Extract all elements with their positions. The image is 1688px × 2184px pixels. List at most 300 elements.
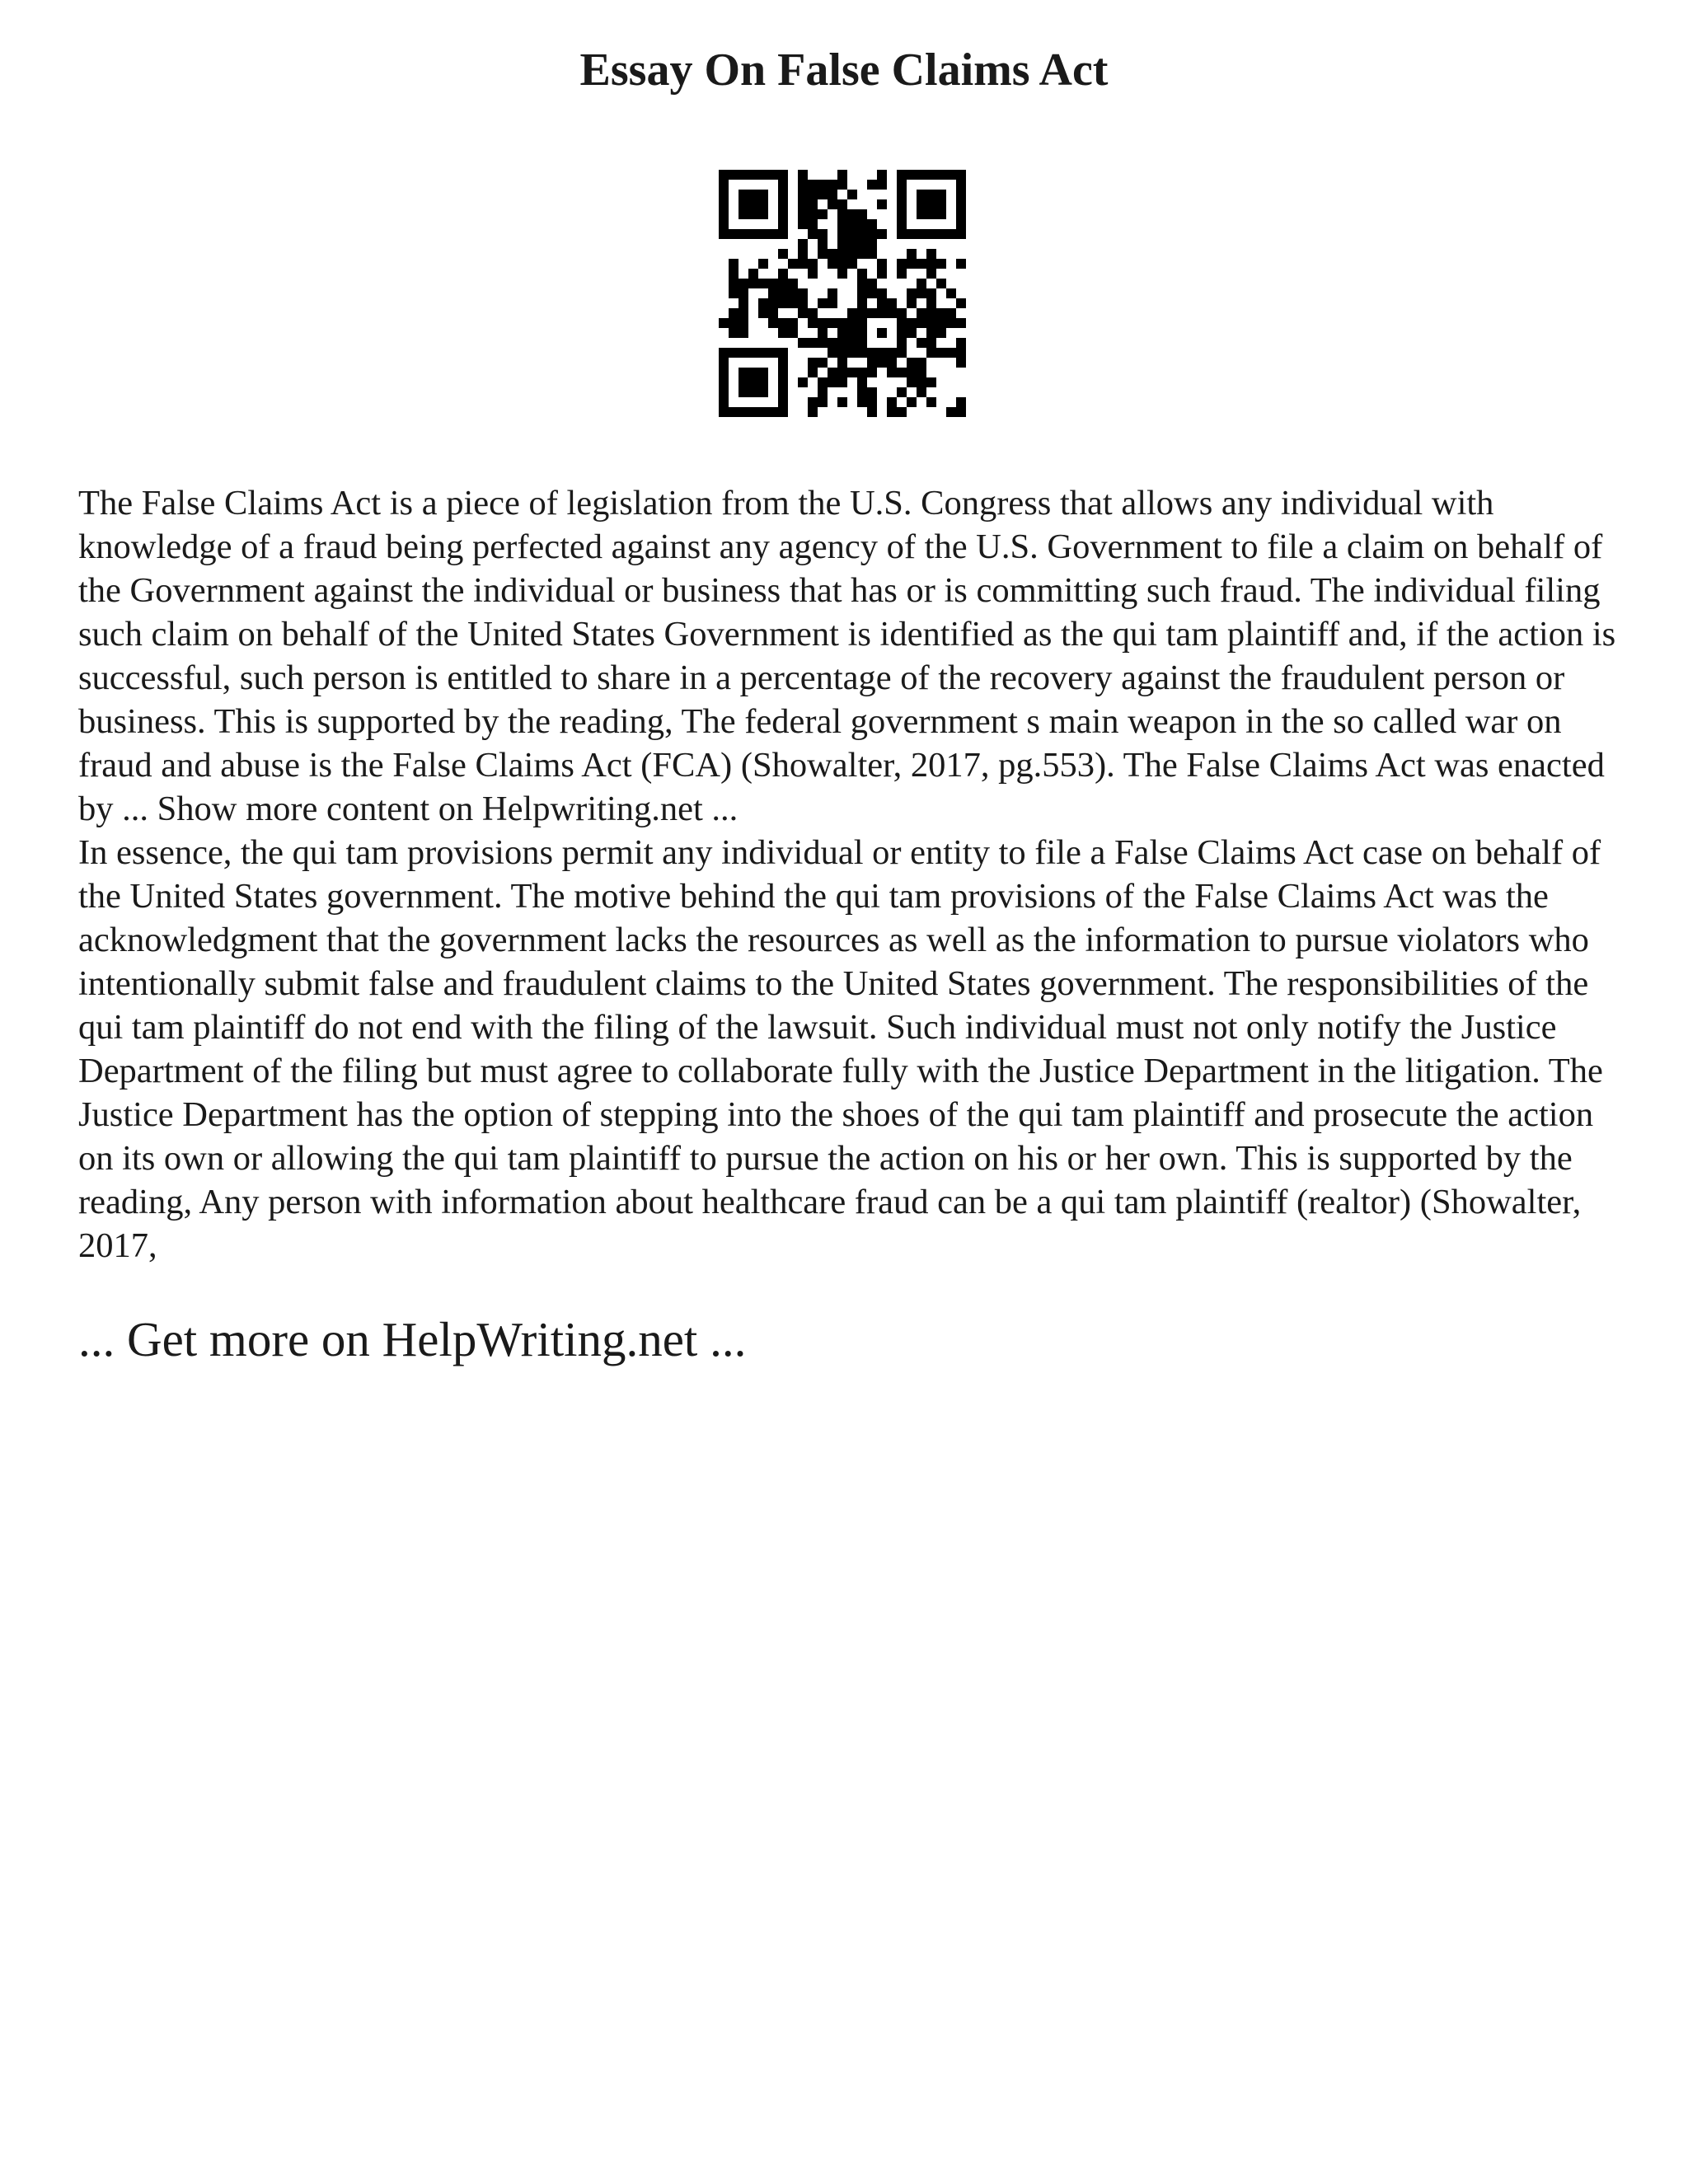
qr-module — [748, 407, 758, 417]
qr-module — [798, 190, 808, 199]
qr-module — [758, 298, 768, 308]
qr-module — [956, 259, 966, 269]
qr-module — [917, 358, 926, 368]
qr-module — [778, 288, 788, 298]
qr-module — [828, 298, 837, 308]
qr-module — [897, 269, 907, 279]
qr-module — [719, 199, 729, 209]
qr-module — [768, 318, 778, 328]
qr-module — [926, 397, 936, 407]
qr-module — [907, 328, 917, 338]
qr-module — [907, 377, 917, 387]
qr-module — [788, 328, 798, 338]
qr-module — [719, 397, 729, 407]
qr-module — [956, 209, 966, 219]
qr-module — [897, 318, 907, 328]
qr-module — [897, 348, 907, 358]
qr-module — [917, 368, 926, 377]
qr-module — [847, 229, 857, 239]
qr-module — [897, 229, 907, 239]
qr-module — [719, 219, 729, 229]
qr-module — [926, 170, 936, 180]
qr-module — [738, 288, 748, 298]
qr-module — [828, 259, 837, 269]
qr-module — [729, 170, 738, 180]
qr-module — [778, 279, 788, 288]
qr-module — [877, 229, 887, 239]
qr-module — [808, 358, 818, 368]
qr-module — [808, 269, 818, 279]
qr-module — [768, 279, 778, 288]
qr-module — [719, 229, 729, 239]
qr-module — [877, 180, 887, 190]
qr-module — [837, 397, 847, 407]
qr-module — [897, 368, 907, 377]
qr-module — [748, 377, 758, 387]
qr-module — [956, 397, 966, 407]
qr-module — [729, 288, 738, 298]
qr-module — [887, 348, 897, 358]
qr-module — [798, 199, 808, 209]
qr-module — [778, 199, 788, 209]
qr-module — [926, 298, 936, 308]
qr-module — [936, 318, 946, 328]
qr-module — [798, 249, 808, 259]
qr-module — [758, 368, 768, 377]
qr-module — [917, 377, 926, 387]
qr-module — [917, 308, 926, 318]
qr-module — [936, 279, 946, 288]
qr-module — [719, 180, 729, 190]
qr-module — [857, 308, 867, 318]
qr-module — [837, 170, 847, 180]
qr-module — [798, 239, 808, 249]
qr-module — [778, 377, 788, 387]
qr-module — [926, 318, 936, 328]
qr-module — [758, 229, 768, 239]
qr-module — [917, 190, 926, 199]
qr-module — [917, 387, 926, 397]
qr-module — [907, 288, 917, 298]
qr-module — [926, 259, 936, 269]
qr-module — [738, 387, 748, 397]
paragraph-1: The False Claims Act is a piece of legislation from the U.S. Congress that allows any individual with knowledge of a fraud being perfected against any agency of the U.S. Government to file a claim on behalf of the Government against the individual or business that has or is committing such fraud. The individual filing such claim on behalf of the United States Government is identified as the qui tam plaintiff and, if the action is successful, such person is entitled to share in a percentage of the recovery against the fraudulent person or business. This is supported by the reading, The federal government s main weapon in the so called war on fraud and abuse is the False Claims Act (FCA) (Showalter, 2017, pg.553). The False Claims Act was enacted by ... Show more content on Helpwriting.net ... — [78, 484, 1616, 828]
qr-module — [877, 348, 887, 358]
qr-module — [897, 308, 907, 318]
qr-module — [936, 328, 946, 338]
qr-module — [867, 219, 877, 229]
qr-module — [837, 180, 847, 190]
qr-module — [847, 249, 857, 259]
qr-module — [719, 190, 729, 199]
qr-module — [956, 348, 966, 358]
qr-module — [778, 368, 788, 377]
qr-module — [926, 348, 936, 358]
qr-module — [837, 209, 847, 219]
qr-module — [857, 209, 867, 219]
qr-module — [818, 358, 828, 368]
qr-module — [738, 229, 748, 239]
qr-module — [907, 249, 917, 259]
qr-module — [778, 180, 788, 190]
qr-module — [719, 170, 729, 180]
qr-module — [867, 348, 877, 358]
qr-module — [897, 180, 907, 190]
qr-module — [847, 219, 857, 229]
qr-module — [936, 348, 946, 358]
qr-module — [738, 308, 748, 318]
qr-module — [818, 190, 828, 199]
qr-module — [907, 259, 917, 269]
qr-module — [926, 199, 936, 209]
qr-module — [897, 387, 907, 397]
qr-module — [738, 328, 748, 338]
qr-module — [917, 338, 926, 348]
qr-module — [818, 387, 828, 397]
qr-module — [798, 259, 808, 269]
qr-module — [738, 348, 748, 358]
qr-code-icon — [719, 170, 966, 417]
qr-module — [926, 190, 936, 199]
qr-module — [837, 318, 847, 328]
qr-module — [729, 407, 738, 417]
qr-module — [837, 348, 847, 358]
qr-module — [877, 259, 887, 269]
qr-module — [877, 298, 887, 308]
qr-module — [798, 219, 808, 229]
qr-module — [818, 298, 828, 308]
qr-module — [887, 308, 897, 318]
qr-module — [867, 180, 877, 190]
qr-module — [837, 249, 847, 259]
qr-module — [828, 377, 837, 387]
qr-module — [877, 328, 887, 338]
qr-module — [837, 219, 847, 229]
qr-module — [837, 377, 847, 387]
qr-module — [857, 397, 867, 407]
qr-module — [798, 180, 808, 190]
qr-module — [778, 269, 788, 279]
qr-module — [719, 348, 729, 358]
qr-module — [917, 318, 926, 328]
qr-module — [857, 348, 867, 358]
qr-module — [738, 318, 748, 328]
qr-module — [946, 288, 956, 298]
qr-module — [936, 229, 946, 239]
qr-module — [748, 348, 758, 358]
qr-module — [956, 170, 966, 180]
qr-module — [897, 209, 907, 219]
qr-module — [748, 279, 758, 288]
get-more-link[interactable]: ... Get more on HelpWriting.net ... — [78, 1312, 747, 1366]
qr-module — [758, 259, 768, 269]
qr-module — [926, 249, 936, 259]
qr-module — [956, 338, 966, 348]
qr-module — [719, 407, 729, 417]
qr-module — [768, 229, 778, 239]
qr-module — [897, 338, 907, 348]
qr-module — [808, 229, 818, 239]
qr-module — [897, 259, 907, 269]
qr-module — [867, 249, 877, 259]
qr-module — [828, 199, 837, 209]
qr-module — [798, 209, 808, 219]
qr-module — [719, 318, 729, 328]
qr-module — [788, 279, 798, 288]
qr-module — [837, 259, 847, 269]
qr-module — [956, 318, 966, 328]
qr-module — [867, 368, 877, 377]
qr-module — [798, 308, 808, 318]
qr-module — [926, 338, 936, 348]
qr-module — [778, 348, 788, 358]
qr-module — [946, 348, 956, 358]
qr-module — [956, 180, 966, 190]
qr-module — [897, 199, 907, 209]
qr-module — [798, 170, 808, 180]
qr-module — [897, 219, 907, 229]
qr-module — [758, 407, 768, 417]
qr-module — [719, 387, 729, 397]
qr-module — [867, 407, 877, 417]
qr-module — [768, 170, 778, 180]
qr-module — [818, 229, 828, 239]
qr-module — [926, 288, 936, 298]
qr-module — [867, 229, 877, 239]
qr-module — [907, 229, 917, 239]
qr-module — [729, 328, 738, 338]
qr-module — [828, 338, 837, 348]
qr-module — [897, 170, 907, 180]
qr-module — [818, 239, 828, 249]
qr-module — [847, 190, 857, 199]
qr-module — [748, 269, 758, 279]
qr-module — [847, 328, 857, 338]
qr-module — [926, 229, 936, 239]
qr-module — [857, 219, 867, 229]
qr-module — [798, 377, 808, 387]
qr-module — [758, 199, 768, 209]
qr-module — [798, 288, 808, 298]
qr-module — [758, 170, 768, 180]
qr-module — [729, 279, 738, 288]
qr-module — [926, 377, 936, 387]
qr-module — [926, 308, 936, 318]
qr-module — [877, 170, 887, 180]
qr-module — [857, 229, 867, 239]
qr-module — [867, 387, 877, 397]
qr-module — [758, 190, 768, 199]
qr-module — [907, 170, 917, 180]
qr-module — [818, 180, 828, 190]
qr-module — [847, 209, 857, 219]
qr-module — [936, 199, 946, 209]
qr-module — [748, 387, 758, 397]
qr-module — [847, 368, 857, 377]
qr-module — [758, 348, 768, 358]
qr-module — [729, 259, 738, 269]
qr-module — [857, 368, 867, 377]
qr-module — [956, 358, 966, 368]
qr-module — [818, 397, 828, 407]
qr-module — [857, 298, 867, 308]
qr-module — [857, 249, 867, 259]
qr-module — [738, 407, 748, 417]
qr-module — [907, 318, 917, 328]
qr-module — [857, 387, 867, 397]
qr-module — [936, 259, 946, 269]
qr-module — [956, 407, 966, 417]
qr-module — [828, 348, 837, 358]
qr-module — [907, 368, 917, 377]
qr-module — [778, 170, 788, 180]
qr-module — [778, 190, 788, 199]
qr-module — [808, 397, 818, 407]
qr-module — [748, 209, 758, 219]
qr-module — [778, 387, 788, 397]
qr-module — [788, 318, 798, 328]
qr-module — [887, 407, 897, 417]
qr-module — [808, 407, 818, 417]
qr-module — [877, 358, 887, 368]
qr-module — [926, 269, 936, 279]
qr-module — [867, 397, 877, 407]
qr-module — [847, 338, 857, 348]
qr-module — [917, 279, 926, 288]
qr-module — [926, 328, 936, 338]
qr-module — [847, 259, 857, 269]
qr-module — [956, 199, 966, 209]
qr-module — [778, 397, 788, 407]
qr-module — [956, 298, 966, 308]
qr-module — [867, 288, 877, 298]
qr-module — [738, 377, 748, 387]
qr-module — [828, 180, 837, 190]
qr-module — [837, 269, 847, 279]
qr-module — [887, 397, 897, 407]
qr-module — [788, 259, 798, 269]
qr-module — [936, 190, 946, 199]
qr-module — [847, 318, 857, 328]
qr-module — [778, 328, 788, 338]
qr-module — [877, 308, 887, 318]
paragraph-2: In essence, the qui tam provisions permit any individual or entity to file a False Claims Act case on behalf of the United States government. The motive behind the qui tam provisions of the False Claims Act was the acknowledgment that the government lacks the resources as well as the information to pursue violators who intentionally submit false and fraudulent claims to the United States government. The responsibilities of the qui tam plaintiff do not end with the filing of the lawsuit. Such individual must not only notify the Justice Department of the filing but must agree to collaborate fully with the Justice Department in the litigation. The Justice Department has the option of stepping into the shoes of the qui tam plaintiff and prosecute the action on its own or allowing the qui tam plaintiff to pursue the action on his or her own. This is supported by the reading, Any person with information about healthcare fraud can be a qui tam plaintiff (realtor) (Showalter, 2017, — [78, 833, 1603, 1265]
qr-module — [758, 377, 768, 387]
qr-module — [719, 358, 729, 368]
qr-module — [738, 279, 748, 288]
qr-module — [758, 279, 768, 288]
qr-module — [808, 199, 818, 209]
qr-module — [729, 269, 738, 279]
qr-module — [808, 180, 818, 190]
qr-module — [818, 249, 828, 259]
qr-module — [778, 229, 788, 239]
qr-module — [857, 377, 867, 387]
qr-module — [926, 209, 936, 219]
qr-module — [857, 239, 867, 249]
qr-module — [808, 368, 818, 377]
qr-module — [877, 288, 887, 298]
qr-module — [778, 298, 788, 308]
qr-module — [758, 387, 768, 397]
qr-module — [917, 229, 926, 239]
qr-module — [719, 368, 729, 377]
qr-module — [917, 288, 926, 298]
qr-module — [768, 308, 778, 318]
qr-module — [857, 288, 867, 298]
qr-module — [956, 229, 966, 239]
qr-module — [808, 219, 818, 229]
qr-module — [768, 298, 778, 308]
qr-module — [946, 170, 956, 180]
qr-module — [818, 318, 828, 328]
qr-module — [738, 170, 748, 180]
qr-module — [867, 279, 877, 288]
qr-module — [828, 190, 837, 199]
qr-module — [748, 368, 758, 377]
qr-module — [738, 209, 748, 219]
qr-module — [857, 279, 867, 288]
qr-module — [729, 229, 738, 239]
qr-module — [768, 288, 778, 298]
qr-module — [847, 239, 857, 249]
qr-module — [808, 259, 818, 269]
qr-module — [808, 338, 818, 348]
qr-module — [758, 308, 768, 318]
qr-module — [778, 358, 788, 368]
page-title: Essay On False Claims Act — [579, 45, 1109, 96]
qr-module — [956, 219, 966, 229]
essay-body — [78, 481, 1620, 1268]
qr-module — [936, 209, 946, 219]
qr-module — [729, 308, 738, 318]
qr-module — [748, 199, 758, 209]
qr-module — [808, 308, 818, 318]
qr-module — [719, 377, 729, 387]
qr-module — [748, 170, 758, 180]
qr-module — [828, 318, 837, 328]
qr-module — [917, 209, 926, 219]
qr-module — [837, 368, 847, 377]
qr-module — [907, 298, 917, 308]
qr-module — [867, 308, 877, 318]
qr-module — [738, 368, 748, 377]
qr-module — [936, 170, 946, 180]
qr-module — [936, 308, 946, 318]
qr-module — [778, 209, 788, 219]
qr-module — [788, 288, 798, 298]
qr-module — [768, 407, 778, 417]
qr-module — [857, 328, 867, 338]
qr-module — [808, 209, 818, 219]
qr-module — [917, 170, 926, 180]
qr-module — [758, 209, 768, 219]
qr-module — [828, 368, 837, 377]
qr-module — [798, 298, 808, 308]
qr-module — [887, 298, 897, 308]
qr-module — [729, 318, 738, 328]
qr-module — [828, 288, 837, 298]
qr-module — [946, 229, 956, 239]
qr-module — [837, 338, 847, 348]
qr-module — [956, 190, 966, 199]
qr-module — [738, 190, 748, 199]
qr-module — [837, 229, 847, 239]
qr-module — [946, 407, 956, 417]
qr-module — [946, 308, 956, 318]
qr-module — [907, 358, 917, 368]
qr-module — [857, 338, 867, 348]
